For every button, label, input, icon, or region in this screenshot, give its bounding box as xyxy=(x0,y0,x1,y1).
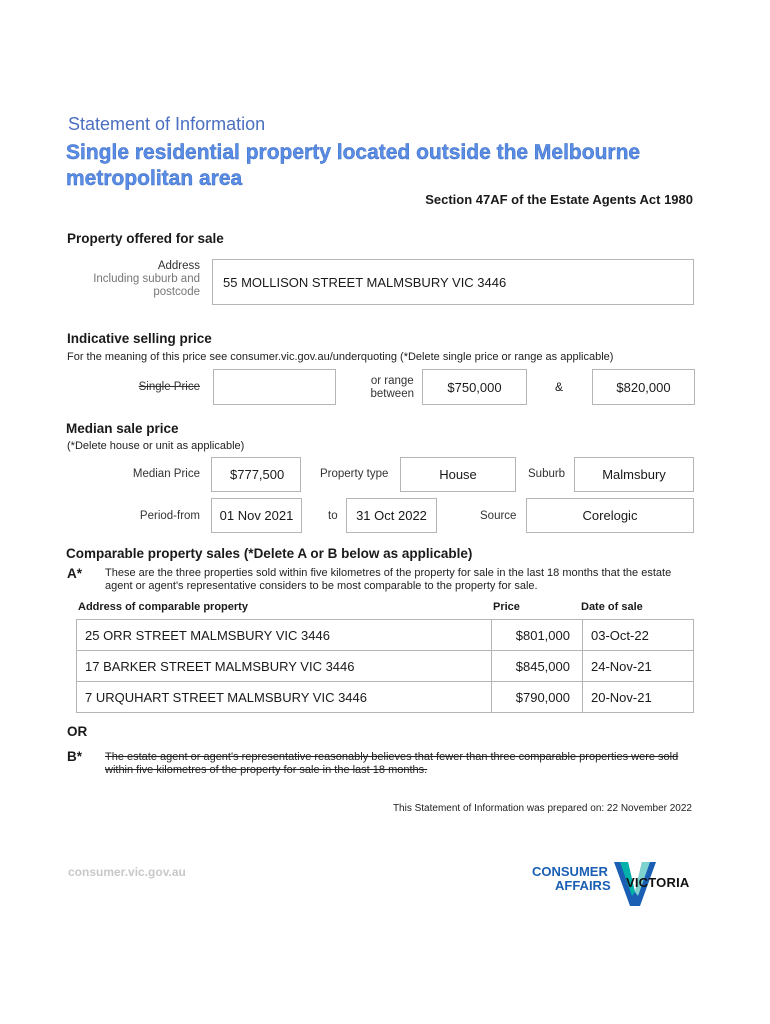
option-b-text: The estate agent or agent's representative reasonably believes that fewer than three comparable properties were sold within five kilometres of the property for sale in the last 18 months. xyxy=(105,751,679,776)
comparable-date[interactable]: 24-Nov-21 xyxy=(583,651,694,682)
option-b-marker: B* xyxy=(67,749,83,764)
col-date-header: Date of sale xyxy=(581,601,643,613)
col-address-header: Address of comparable property xyxy=(78,601,248,613)
comparable-address[interactable]: 7 URQUHART STREET MALMSBURY VIC 3446 xyxy=(77,682,492,713)
period-to-label: to xyxy=(328,510,338,522)
median-price-label: Median Price xyxy=(132,468,200,480)
table-row xyxy=(77,682,694,713)
act-reference: Section 47AF of the Estate Agents Act 1980 xyxy=(425,192,693,207)
address-label-line2: Including suburb and xyxy=(93,273,200,285)
single-price-label: Single Price xyxy=(138,381,200,393)
property-offered-heading: Property offered for sale xyxy=(67,231,224,246)
range-ampersand: & xyxy=(555,380,564,394)
indicative-price-note: For the meaning of this price see consumer.vic.gov.au/underquoting (*Delete single price or range as applicable) xyxy=(67,351,614,363)
suburb-label: Suburb xyxy=(528,468,566,480)
indicative-price-heading: Indicative selling price xyxy=(67,331,212,346)
statement-title: Statement of Information xyxy=(68,114,266,134)
single-price-field[interactable] xyxy=(213,369,336,405)
comparable-address[interactable]: 25 ORR STREET MALMSBURY VIC 3446 xyxy=(77,620,492,651)
col-price-header: Price xyxy=(493,601,520,613)
table-row xyxy=(77,620,694,651)
range-label-line1: or range xyxy=(370,375,414,387)
period-to-field[interactable]: 31 Oct 2022 xyxy=(346,498,437,533)
prepared-on: This Statement of Information was prepared on: 22 November 2022 xyxy=(392,803,692,814)
range-low-field[interactable]: $750,000 xyxy=(422,369,527,405)
comparable-address[interactable]: 17 BARKER STREET MALMSBURY VIC 3446 xyxy=(77,651,492,682)
logo-line2: AFFAIRS xyxy=(555,878,611,893)
period-from-label: Period-from xyxy=(139,510,200,522)
logo-line1: CONSUMER xyxy=(532,864,608,879)
period-from-field[interactable]: 01 Nov 2021 xyxy=(211,498,302,533)
property-type-field[interactable]: House xyxy=(400,457,516,492)
median-heading: Median sale price xyxy=(66,421,179,436)
comparables-heading: Comparable property sales (*Delete A or B below as applicable) xyxy=(66,546,473,561)
range-label-line2: between xyxy=(370,388,414,400)
address-field[interactable]: 55 MOLLISON STREET MALMSBURY VIC 3446 xyxy=(212,259,694,305)
range-label xyxy=(371,375,414,401)
comparables-table xyxy=(76,619,694,713)
range-high-field[interactable]: $820,000 xyxy=(592,369,695,405)
property-type-label: Property type xyxy=(320,468,389,480)
comparable-price[interactable]: $845,000 xyxy=(492,651,583,682)
comparable-price[interactable]: $801,000 xyxy=(492,620,583,651)
suburb-field[interactable]: Malmsbury xyxy=(574,457,694,492)
source-field[interactable]: Corelogic xyxy=(526,498,694,533)
comparable-price[interactable]: $790,000 xyxy=(492,682,583,713)
option-a-marker: A* xyxy=(67,566,83,581)
comparable-date[interactable]: 20-Nov-21 xyxy=(583,682,694,713)
or-label: OR xyxy=(67,724,88,739)
median-price-field[interactable]: $777,500 xyxy=(211,457,301,492)
table-row xyxy=(77,651,694,682)
option-a-text: These are the three properties sold within five kilometres of the property for sale in the last 18 months that the estate agent or agent's representative considers to be most comparable to the property for sale. xyxy=(105,567,672,592)
page-title: Single residential property located outside the Melbourne metropolitan area xyxy=(66,141,641,190)
address-label-line1: Address xyxy=(157,260,200,272)
website-link[interactable]: consumer.vic.gov.au xyxy=(68,865,186,879)
median-note: (*Delete house or unit as applicable) xyxy=(67,440,245,452)
logo-victoria: VICTORIA xyxy=(626,875,690,890)
consumer-affairs-logo xyxy=(530,862,700,910)
comparable-date[interactable]: 03-Oct-22 xyxy=(583,620,694,651)
address-label xyxy=(93,260,200,299)
address-label-line3: postcode xyxy=(153,286,200,298)
source-label: Source xyxy=(480,510,517,522)
